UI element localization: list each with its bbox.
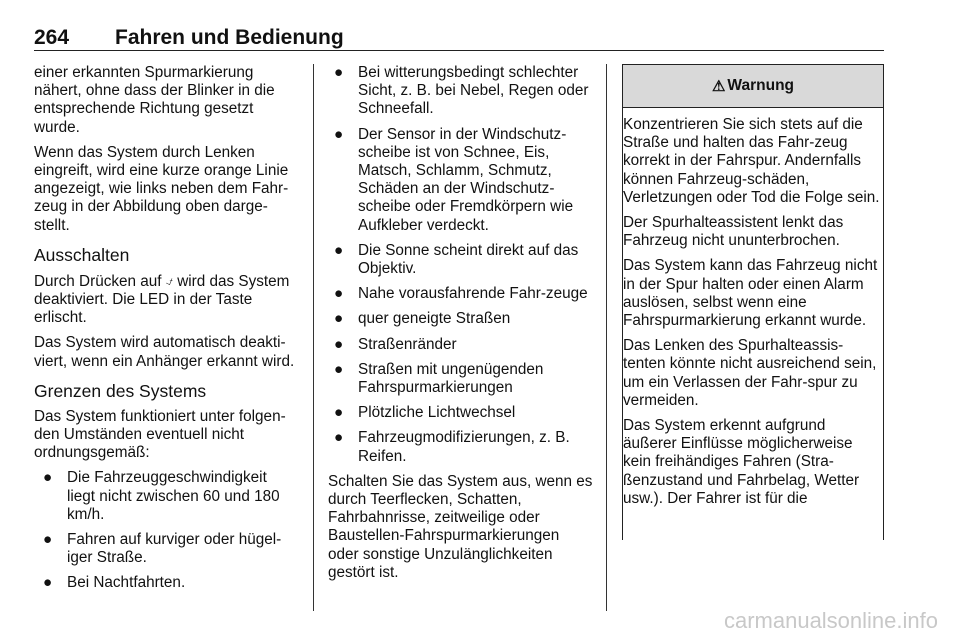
bullet-icon: ● [334,64,344,81]
page-header [34,26,884,51]
paragraph [34,272,298,328]
list-item-text: Nahe vorausfahrende Fahr-zeuge [358,285,588,303]
list-item-text: quer geneigte Straßen [358,310,511,328]
list-item [328,285,594,303]
list-item-text: Die Fahrzeuggeschwindigkeit liegt nicht zwischen 60 und 180 km/h. [67,469,280,523]
warning-box [622,64,884,540]
bullet-icon: ● [334,360,344,378]
list-item-text: Straßen mit ungenügenden Fahrspurmarkierungen [358,360,544,397]
list-item [34,469,298,524]
list-item [34,574,298,592]
bullet-icon: ● [334,310,344,328]
list-item-text: Bei Nachtfahrten. [67,574,186,592]
heading-grenzen: Grenzen des Systems [34,380,207,401]
list-item-text: Plötzliche Lichtwechsel [358,404,516,422]
list-item [328,404,594,422]
warning-paragraph: Das Lenken des Spurhalteassis-tenten könnte nicht ausreichend sein, um ein Verlassen der Fahr-spur zu vermeiden. [623,337,877,409]
page-number: 264 [34,26,70,49]
lane-keep-assist-icon: ⍻ [165,272,173,288]
watermark: carmanualsonline.info [723,608,938,633]
paragraph-text: wird das System deaktiviert. Die LED in der Taste erlischt. [34,272,290,327]
list-item [328,242,594,278]
bullet-icon: ● [43,574,53,592]
paragraph: Schalten Sie das System aus, wenn es durch Teerflecken, Schatten, Fahrbahnrisse, zeitweilige oder Baustellen-Fahrspurmarkierungen oder sonstige Unzulänglichkeiten gestört ist. [328,472,593,581]
column-divider [606,64,607,611]
bullet-list [34,469,298,592]
list-item [328,429,594,465]
bullet-icon: ● [334,404,344,422]
paragraph: Das System funktioniert unter folgen-den Umständen eventuell nicht ordnungsgemäß: [34,407,286,462]
paragraph: Das System wird automatisch deakti-viert, wenn ein Anhänger erkannt wird. [34,334,295,370]
bullet-icon: ● [43,531,53,549]
bullet-icon: ● [334,335,344,353]
paragraph: einer erkannten Spurmarkierung nähert, ohne dass der Blinker in die entsprechende Richtung gesetzt wurde. [34,64,275,136]
paragraph: Wenn das System durch Lenken eingreift, wird eine kurze orange Linie angezeigt, wie links neben dem Fahr-zeug in der Abbildung oben darge-stellt. [34,143,289,234]
warning-paragraph: Konzentrieren Sie sich stets auf die Straße und halten das Fahr-zeug korrekt in der Fahrspur. Andernfalls können Fahrzeug-schäden, Verletzungen oder Tod die Folge sein. [623,116,880,206]
bullet-icon: ● [334,429,344,447]
warning-title: Warnung [727,77,795,94]
warning-paragraph: Der Spurhalteassistent lenkt das Fahrzeug nicht ununterbrochen. [623,214,844,250]
heading-ausschalten: Ausschalten [34,244,130,265]
list-item [328,64,594,119]
list-item [34,531,298,567]
warning-triangle-icon: ⚠ [711,78,726,95]
bullet-icon: ● [334,241,344,259]
bullet-icon: ● [334,125,344,143]
list-item-text: Die Sonne scheint direkt auf das Objektiv. [358,241,579,278]
list-item [328,126,594,235]
paragraph-text: Durch Drücken auf [34,272,162,290]
warning-paragraph: Das System kann das Fahrzeug nicht in der Spur halten oder einen Alarm auslösen, selbst wenn eine Fahrspurmarkierung erkannt wurde. [623,257,878,330]
column-divider [313,64,314,611]
column-middle [328,64,594,589]
list-item-text: Straßenränder [358,335,457,353]
column-left [34,64,298,600]
warning-body [623,108,883,508]
bullet-icon: ● [334,285,344,303]
list-item [328,310,594,328]
warning-paragraph: Das System erkennt aufgrund äußerer Einflüsse möglicherweise kein freihändiges Fahren (Stra-ßenzustand und Fahrbelag, Wetter usw.). Der Fahrer ist für die [623,417,860,507]
bullet-icon: ● [43,469,53,487]
list-item-text: Fahren auf kurviger oder hügel-iger Straße. [67,531,282,567]
list-item [328,361,594,397]
section-title: Fahren und Bedienung [115,26,344,49]
bullet-list [328,64,594,466]
list-item [328,336,594,354]
list-item-text: Der Sensor in der Windschutz-scheibe ist von Schnee, Eis, Matsch, Schlamm, Schmutz, Schäden an der Windschutz-scheibe oder Fremdkörpern wie Aufkleber verdeckt. [358,125,574,234]
list-item-text: Bei witterungsbedingt schlechter Sicht, z. B. bei Nebel, Regen oder Schneefall. [358,64,589,118]
list-item-text: Fahrzeugmodifizierungen, z. B. Reifen. [358,429,570,465]
warning-header [623,65,883,108]
